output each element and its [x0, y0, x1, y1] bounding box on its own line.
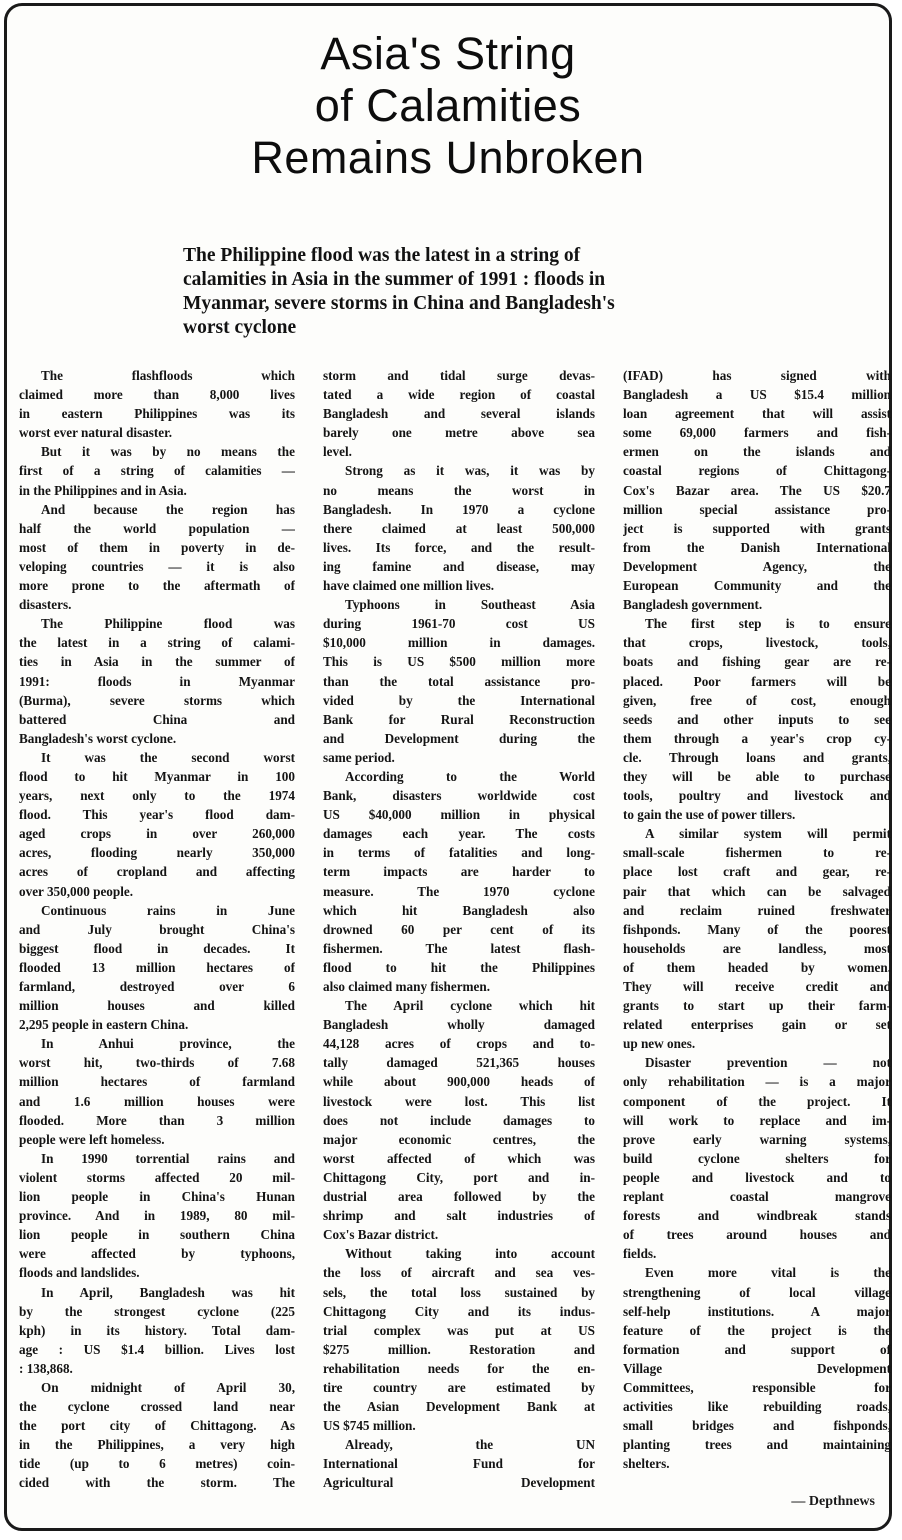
text-line: small bridges and fishponds, — [623, 1418, 891, 1434]
text-line: $275 million. Restoration and — [323, 1341, 595, 1357]
text-line: 2,295 people in eastern China. — [19, 1017, 189, 1033]
headline — [7, 28, 889, 184]
text-line: coastal regions of Chittagong- — [623, 463, 891, 479]
text-line: strengthening of local village — [623, 1284, 891, 1300]
text-line: people were left homeless. — [19, 1131, 165, 1147]
text-line: first of a string of calamities — — [19, 463, 295, 479]
text-line: forests and windbreak stands — [623, 1208, 891, 1224]
text-line: lion people in China's Hunan — [19, 1189, 295, 1205]
text-line: and 1.6 million houses were — [19, 1093, 295, 1109]
text-line: in terms of fatalities and long- — [323, 845, 595, 861]
text-line: major economic centres, the — [323, 1131, 595, 1147]
text-line: million hectares of farmland — [19, 1074, 295, 1090]
text-line: and reclaim ruined freshwater — [623, 902, 891, 918]
text-line: province. And in 1989, 80 mil- — [19, 1208, 295, 1224]
text-line: acres of cropland and affecting — [19, 864, 295, 880]
text-line: acres, flooding nearly 350,000 — [19, 845, 295, 861]
text-line: activities like rebuilding roads, — [623, 1399, 891, 1415]
text-line: In 1990 torrential rains and — [41, 1150, 295, 1166]
text-line: in the Philippines and in Asia. — [19, 482, 187, 498]
text-line: age : US $1.4 billion. Lives lost — [19, 1341, 295, 1357]
text-line: Cox's Bazar district. — [323, 1227, 439, 1243]
text-line: They will receive credit and — [623, 979, 891, 994]
text-line: in eastern Philippines was its — [19, 406, 295, 422]
text-line: the Asian Development Bank at — [323, 1399, 595, 1415]
text-line: people and livestock and to — [623, 1169, 891, 1185]
text-line: level. — [323, 444, 352, 460]
text-line: On midnight of April 30, — [41, 1379, 295, 1395]
text-line: storm and tidal surge devas- — [323, 368, 595, 383]
text-line: there claimed at least 500,000 — [323, 520, 595, 536]
text-line: disasters. — [19, 597, 72, 613]
text-line: from the Danish International — [623, 539, 891, 555]
text-line: and July brought China's — [19, 921, 295, 937]
text-line: aged crops in over 260,000 — [19, 826, 295, 842]
text-line: This is US $500 million more — [323, 654, 595, 670]
text-line: most of them in poverty in de- — [19, 539, 295, 555]
standfirst-line: worst cyclone — [183, 317, 297, 338]
text-line: Bangladesh government. — [623, 597, 763, 613]
text-line: self-help institutions. A major — [623, 1303, 891, 1319]
text-line: that crops, livestock, tools, — [623, 635, 891, 651]
text-line: 44,128 acres of crops and to- — [323, 1036, 595, 1052]
text-line: shrimp and salt industries of — [323, 1208, 595, 1224]
text-line: Disaster prevention — not — [645, 1055, 891, 1071]
text-line: up new ones. — [623, 1036, 696, 1052]
text-line: term impacts are harder to — [323, 864, 595, 880]
text-line: also claimed many fishermen. — [323, 979, 491, 994]
text-line: worst hit, two-thirds of 7.68 — [19, 1055, 295, 1071]
text-line: claimed more than 8,000 lives — [19, 387, 295, 403]
text-line: flooded. More than 3 million — [19, 1112, 295, 1128]
text-line: tire country are estimated by — [323, 1379, 595, 1395]
text-line: place lost craft and gear, re- — [623, 864, 891, 880]
text-line: rehabilitation needs for the en- — [323, 1360, 595, 1376]
text-line: farmland, destroyed over 6 — [19, 979, 295, 994]
text-line: 1991: floods in Myanmar — [19, 673, 295, 689]
text-line: related enterprises gain or set — [623, 1017, 891, 1033]
text-line: It was the second worst — [41, 749, 295, 765]
text-line: half the world population — — [19, 520, 295, 536]
text-line: tated a wide region of coastal — [323, 387, 595, 403]
text-line: of trees around houses and — [623, 1227, 891, 1243]
text-line: tide (up to 6 metres) coin- — [19, 1456, 295, 1472]
text-line: Village Development — [623, 1360, 891, 1376]
text-line: million special assistance pro- — [623, 501, 891, 517]
text-line: Strong as it was, it was by — [345, 463, 595, 479]
text-line: damages each year. The costs — [323, 826, 595, 842]
text-line: the port city of Chittagong. As — [19, 1418, 295, 1434]
text-line: fishponds. Many of the poorest — [623, 921, 891, 937]
text-line: over 350,000 people. — [19, 883, 134, 899]
text-line: fields. — [623, 1246, 657, 1262]
text-line: which hit Bangladesh also — [323, 902, 595, 918]
text-line: shelters. — [623, 1456, 670, 1472]
text-line: (Burma), severe storms which — [19, 692, 295, 708]
headline-line: Remains Unbroken — [251, 132, 645, 183]
text-line: ties in Asia in the summer of — [19, 654, 295, 670]
text-line: veloping countries — it is also — [19, 558, 295, 574]
text-line: flooded 13 million hectares of — [19, 959, 295, 975]
byline: — Depthnews — [791, 1494, 875, 1509]
text-line: the latest in a string of calami- — [19, 635, 295, 651]
text-line: Chittagong City and its indus- — [323, 1303, 595, 1319]
text-line: floods and landslides. — [19, 1265, 140, 1281]
text-line: dustrial area followed by the — [323, 1189, 595, 1205]
body-column-3 — [623, 366, 891, 1473]
text-line: Bangladesh a US $15.4 million — [623, 387, 891, 403]
text-line: vided by the International — [323, 692, 595, 708]
text-line: barely one metre above sea — [323, 425, 595, 441]
text-line: Without taking into account — [345, 1246, 595, 1262]
text-line: $10,000 million in damages. — [323, 635, 595, 651]
text-line: Committees, responsible for — [623, 1379, 891, 1395]
text-line: Bangladesh wholly damaged — [323, 1017, 595, 1033]
text-line: The April cyclone which hit — [345, 998, 595, 1014]
text-line: A similar system will permit — [645, 826, 891, 842]
text-line: Development Agency, the — [623, 558, 891, 574]
text-line: fishermen. The latest flash- — [323, 940, 595, 956]
text-line: ermen on the islands and — [623, 444, 891, 460]
text-line: violent storms affected 20 mil- — [19, 1169, 295, 1185]
text-line: the cyclone crossed land near — [19, 1399, 295, 1415]
text-line: than the total assistance pro- — [323, 673, 595, 689]
text-line: will work to replace and im- — [623, 1112, 891, 1128]
text-line: Typhoons in Southeast Asia — [345, 597, 595, 613]
text-line: (IFAD) has signed with — [623, 368, 891, 383]
text-line: The Philippine flood was — [41, 616, 295, 632]
text-line: US $40,000 million in physical — [323, 807, 595, 823]
text-line: International Fund for — [323, 1456, 595, 1472]
text-line: build cyclone shelters for — [623, 1150, 891, 1166]
text-line: have claimed one million lives. — [323, 578, 495, 594]
text-line: them through a year's crop cy- — [623, 730, 891, 746]
text-line: small-scale fishermen to re- — [623, 845, 891, 861]
text-line: ing famine and disease, may — [323, 558, 595, 574]
headline-line: Asia's String — [320, 28, 576, 79]
text-line: Even more vital is the — [645, 1265, 891, 1281]
text-line: pair that which can be salvaged — [623, 883, 891, 899]
text-line: The first step is to ensure — [645, 616, 891, 632]
text-line: does not include damages to — [323, 1112, 595, 1128]
text-line: same period. — [323, 749, 395, 765]
text-line: lion people in southern China — [19, 1227, 295, 1243]
text-line: Agricultural Development — [323, 1475, 595, 1491]
text-line: and Development during the — [323, 730, 595, 746]
text-line: Bank, disasters worldwide cost — [323, 788, 595, 804]
text-line: : 138,868. — [19, 1360, 73, 1376]
headline-line: of Calamities — [314, 80, 582, 131]
text-line: placed. Poor farmers will be — [623, 673, 891, 689]
text-line: kph) in its history. Total dam- — [19, 1322, 295, 1338]
text-line: drowned 60 per cent of its — [323, 921, 595, 937]
text-line: Bank for Rural Reconstruction — [323, 711, 595, 727]
text-line: in the Philippines, a very high — [19, 1437, 295, 1453]
text-line: The flashfloods which — [41, 368, 295, 383]
text-line: were affected by typhoons, — [19, 1246, 295, 1262]
text-line: measure. The 1970 cyclone — [323, 883, 595, 899]
text-line: flood to hit Myanmar in 100 — [19, 768, 295, 784]
text-line: battered China and — [19, 711, 295, 727]
text-line: no means the worst in — [323, 482, 595, 498]
text-line: years, next only to the 1974 — [19, 788, 295, 804]
text-line: households are landless, most — [623, 940, 891, 956]
text-line: formation and support of — [623, 1341, 891, 1357]
body-column-1 — [19, 366, 295, 1493]
text-line: ject is supported with grants — [623, 520, 891, 536]
text-line: tally damaged 521,365 houses — [323, 1055, 595, 1071]
text-line: to gain the use of power tillers. — [623, 807, 796, 823]
text-line: million houses and killed — [19, 998, 295, 1014]
text-line: Bangladesh. In 1970 a cyclone — [323, 501, 595, 517]
standfirst — [183, 244, 743, 340]
text-line: component of the project. It — [623, 1093, 891, 1109]
text-line: trial complex was put at US — [323, 1322, 595, 1338]
text-line: flood to hit the Philippines — [323, 959, 595, 975]
text-line: According to the World — [345, 768, 595, 784]
text-line: But it was by no means the — [41, 444, 295, 460]
text-line: during 1961-70 cost US — [323, 616, 595, 632]
text-line: while about 900,000 heads of — [323, 1074, 595, 1090]
text-line: the loss of aircraft and sea ves- — [323, 1265, 595, 1281]
text-line: flood. This year's flood dam- — [19, 807, 295, 823]
text-line: more prone to the aftermath of — [19, 578, 295, 594]
text-line: Chittagong City, port and in- — [323, 1169, 595, 1185]
text-line: of them headed by women. — [623, 959, 891, 975]
text-line: tools, poultry and livestock and — [623, 788, 891, 804]
text-line: Already, the UN — [345, 1437, 595, 1453]
text-line: In Anhui province, the — [41, 1036, 295, 1052]
text-line: seeds and other inputs to see — [623, 711, 891, 727]
standfirst-line: The Philippine flood was the latest in a string of — [183, 245, 581, 266]
text-line: Continuous rains in June — [41, 902, 295, 918]
text-line: Cox's Bazar area. The US $20.7 — [623, 482, 891, 498]
text-line: biggest flood in decades. It — [19, 940, 295, 956]
text-line: they will be able to purchase — [623, 768, 891, 784]
text-line: boats and fishing gear are re- — [623, 654, 891, 670]
text-line: In April, Bangladesh was hit — [41, 1284, 295, 1300]
text-line: lives. Its force, and the result- — [323, 539, 595, 555]
text-line: only rehabilitation — is a major — [623, 1074, 891, 1090]
text-line: Bangladesh's worst cyclone. — [19, 730, 177, 746]
text-line: sels, the total loss sustained by — [323, 1284, 595, 1300]
text-line: feature of the project is the — [623, 1322, 891, 1338]
text-line: cided with the storm. The — [19, 1475, 295, 1491]
text-line: worst affected of which was — [323, 1150, 595, 1166]
text-line: worst ever natural disaster. — [19, 425, 173, 441]
text-line: replant coastal mangrove — [623, 1189, 891, 1205]
text-line: by the strongest cyclone (225 — [19, 1303, 295, 1319]
standfirst-line: calamities in Asia in the summer of 1991 : floods in — [183, 269, 606, 290]
body-column-2 — [323, 366, 595, 1493]
text-line: some 69,000 farmers and fish- — [623, 425, 891, 441]
text-line: US $745 million. — [323, 1418, 416, 1434]
text-line: Bangladesh and several islands — [323, 406, 595, 422]
text-line: European Community and the — [623, 578, 891, 594]
text-line: And because the region has — [41, 501, 295, 517]
article-frame — [4, 3, 892, 1531]
text-line: livestock were lost. This list — [323, 1093, 595, 1109]
text-line: cle. Through loans and grants, — [623, 749, 891, 765]
text-line: loan agreement that will assist — [623, 406, 891, 422]
text-line: given, free of cost, enough — [623, 692, 891, 708]
text-line: planting trees and maintaining — [623, 1437, 891, 1453]
text-line: prove early warning systems, — [623, 1131, 891, 1147]
standfirst-line: Myanmar, severe storms in China and Bangladesh's — [183, 293, 615, 314]
text-line: grants to start up their farm- — [623, 998, 891, 1014]
